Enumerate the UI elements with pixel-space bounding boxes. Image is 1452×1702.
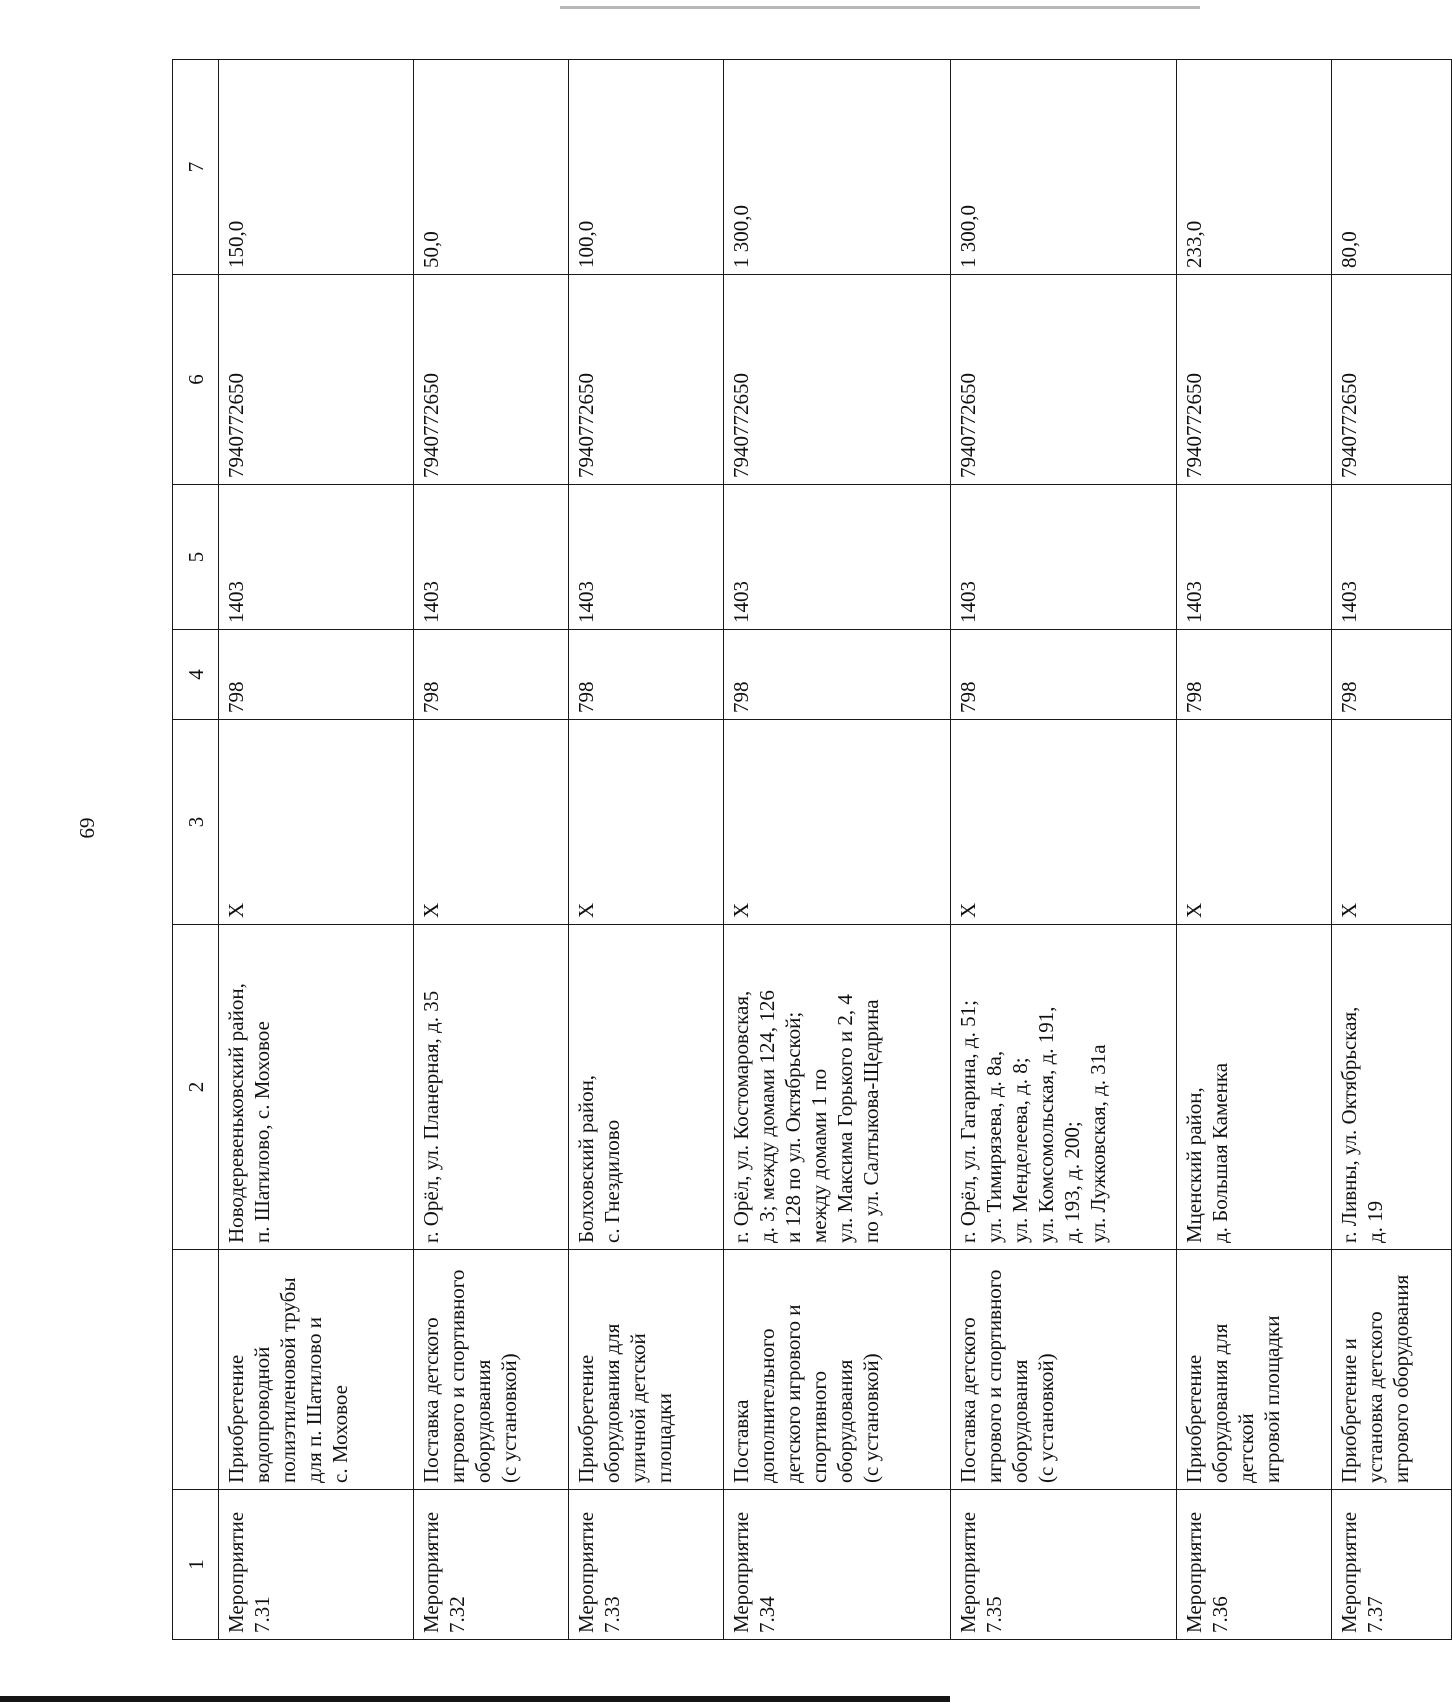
amount-cell: 150,0	[219, 60, 414, 275]
col5-cell: 1403	[950, 485, 1177, 630]
col5-cell: 1403	[569, 485, 724, 630]
col5-cell: 1403	[219, 485, 414, 630]
header-cell: 2	[173, 925, 219, 1250]
col3-cell: X	[1177, 720, 1332, 925]
col4-cell: 798	[219, 630, 414, 720]
col4-cell: 798	[569, 630, 724, 720]
col6-cell: 7940772650	[1332, 275, 1452, 485]
col6-cell: 7940772650	[413, 275, 568, 485]
col4-cell: 798	[950, 630, 1177, 720]
col3-cell: X	[569, 720, 724, 925]
col6-cell: 7940772650	[569, 275, 724, 485]
description-cell: Приобретение оборудования для детской игровой площадки	[1177, 1250, 1332, 1490]
table-row	[950, 60, 1177, 1640]
col5-cell: 1403	[1332, 485, 1452, 630]
measure-cell: Мероприятие 7.35	[950, 1490, 1177, 1640]
col5-cell: 1403	[413, 485, 568, 630]
amount-cell: 50,0	[413, 60, 568, 275]
header-cell	[173, 1250, 219, 1490]
location-cell: г. Ливны, ул. Октябрьская, д. 19	[1332, 925, 1452, 1250]
measure-cell: Мероприятие 7.33	[569, 1490, 724, 1640]
location-cell: г. Орёл, ул. Гагарина, д. 51; ул. Тимирязева, д. 8а, ул. Менделеева, д. 8; ул. Комсомольская, д. 191, д. 193, д. 200; ул. Лужковская, д. 31а	[950, 925, 1177, 1250]
budget-table-container	[172, 60, 1452, 1640]
col4-cell: 798	[724, 630, 951, 720]
description-cell: Приобретение оборудования для уличной детской площадки	[569, 1250, 724, 1490]
description-cell: Поставка дополнительного детского игрового и спортивного оборудования (с установкой)	[724, 1250, 951, 1490]
location-cell: г. Орёл, ул. Костомаровская, д. 3; между домами 124, 126 и 128 по ул. Октябрьской; между домами 1 по ул. Максима Горького и 2, 4 по ул. Салтыкова-Щедрина	[724, 925, 951, 1250]
header-row	[173, 60, 219, 1640]
location-cell: Новодеревеньковский район, п. Шатилово, с. Моховое	[219, 925, 414, 1250]
col3-cell: X	[950, 720, 1177, 925]
scan-edge-top	[560, 6, 1200, 9]
description-cell: Приобретение водопроводной полиэтиленовой трубы для п. Шатилово и с. Моховое	[219, 1250, 414, 1490]
budget-table	[172, 59, 1452, 1640]
description-cell: Приобретение и установка детского игрового оборудования	[1332, 1250, 1452, 1490]
measure-cell: Мероприятие 7.36	[1177, 1490, 1332, 1640]
table-row	[1332, 60, 1452, 1640]
col6-cell: 7940772650	[1177, 275, 1332, 485]
measure-cell: Мероприятие 7.31	[219, 1490, 414, 1640]
header-cell: 5	[173, 485, 219, 630]
table-row	[413, 60, 568, 1640]
table-row	[569, 60, 724, 1640]
col4-cell: 798	[1177, 630, 1332, 720]
col6-cell: 7940772650	[950, 275, 1177, 485]
header-cell: 1	[173, 1490, 219, 1640]
col5-cell: 1403	[724, 485, 951, 630]
col3-cell: X	[413, 720, 568, 925]
measure-cell: Мероприятие 7.34	[724, 1490, 951, 1640]
header-cell: 3	[173, 720, 219, 925]
amount-cell: 1 300,0	[724, 60, 951, 275]
amount-cell: 1 300,0	[950, 60, 1177, 275]
page-number: 69	[75, 817, 99, 839]
amount-cell: 233,0	[1177, 60, 1332, 275]
col4-cell: 798	[1332, 630, 1452, 720]
table-row	[219, 60, 414, 1640]
col3-cell: X	[1332, 720, 1452, 925]
description-cell: Поставка детского игрового и спортивного оборудования (с установкой)	[950, 1250, 1177, 1490]
table-row	[724, 60, 951, 1640]
table-row	[1177, 60, 1332, 1640]
header-cell: 7	[173, 60, 219, 275]
col3-cell: X	[219, 720, 414, 925]
header-cell: 6	[173, 275, 219, 485]
header-cell: 4	[173, 630, 219, 720]
location-cell: Болховский район, с. Гнездилово	[569, 925, 724, 1250]
amount-cell: 100,0	[569, 60, 724, 275]
col5-cell: 1403	[1177, 485, 1332, 630]
scan-edge-bottom	[0, 1696, 950, 1702]
amount-cell: 80,0	[1332, 60, 1452, 275]
location-cell: Мценский район, д. Большая Каменка	[1177, 925, 1332, 1250]
measure-cell: Мероприятие 7.32	[413, 1490, 568, 1640]
location-cell: г. Орёл, ул. Планерная, д. 35	[413, 925, 568, 1250]
col6-cell: 7940772650	[724, 275, 951, 485]
col4-cell: 798	[413, 630, 568, 720]
description-cell: Поставка детского игрового и спортивного оборудования (с установкой)	[413, 1250, 568, 1490]
measure-cell: Мероприятие 7.37	[1332, 1490, 1452, 1640]
col6-cell: 7940772650	[219, 275, 414, 485]
col3-cell: X	[724, 720, 951, 925]
